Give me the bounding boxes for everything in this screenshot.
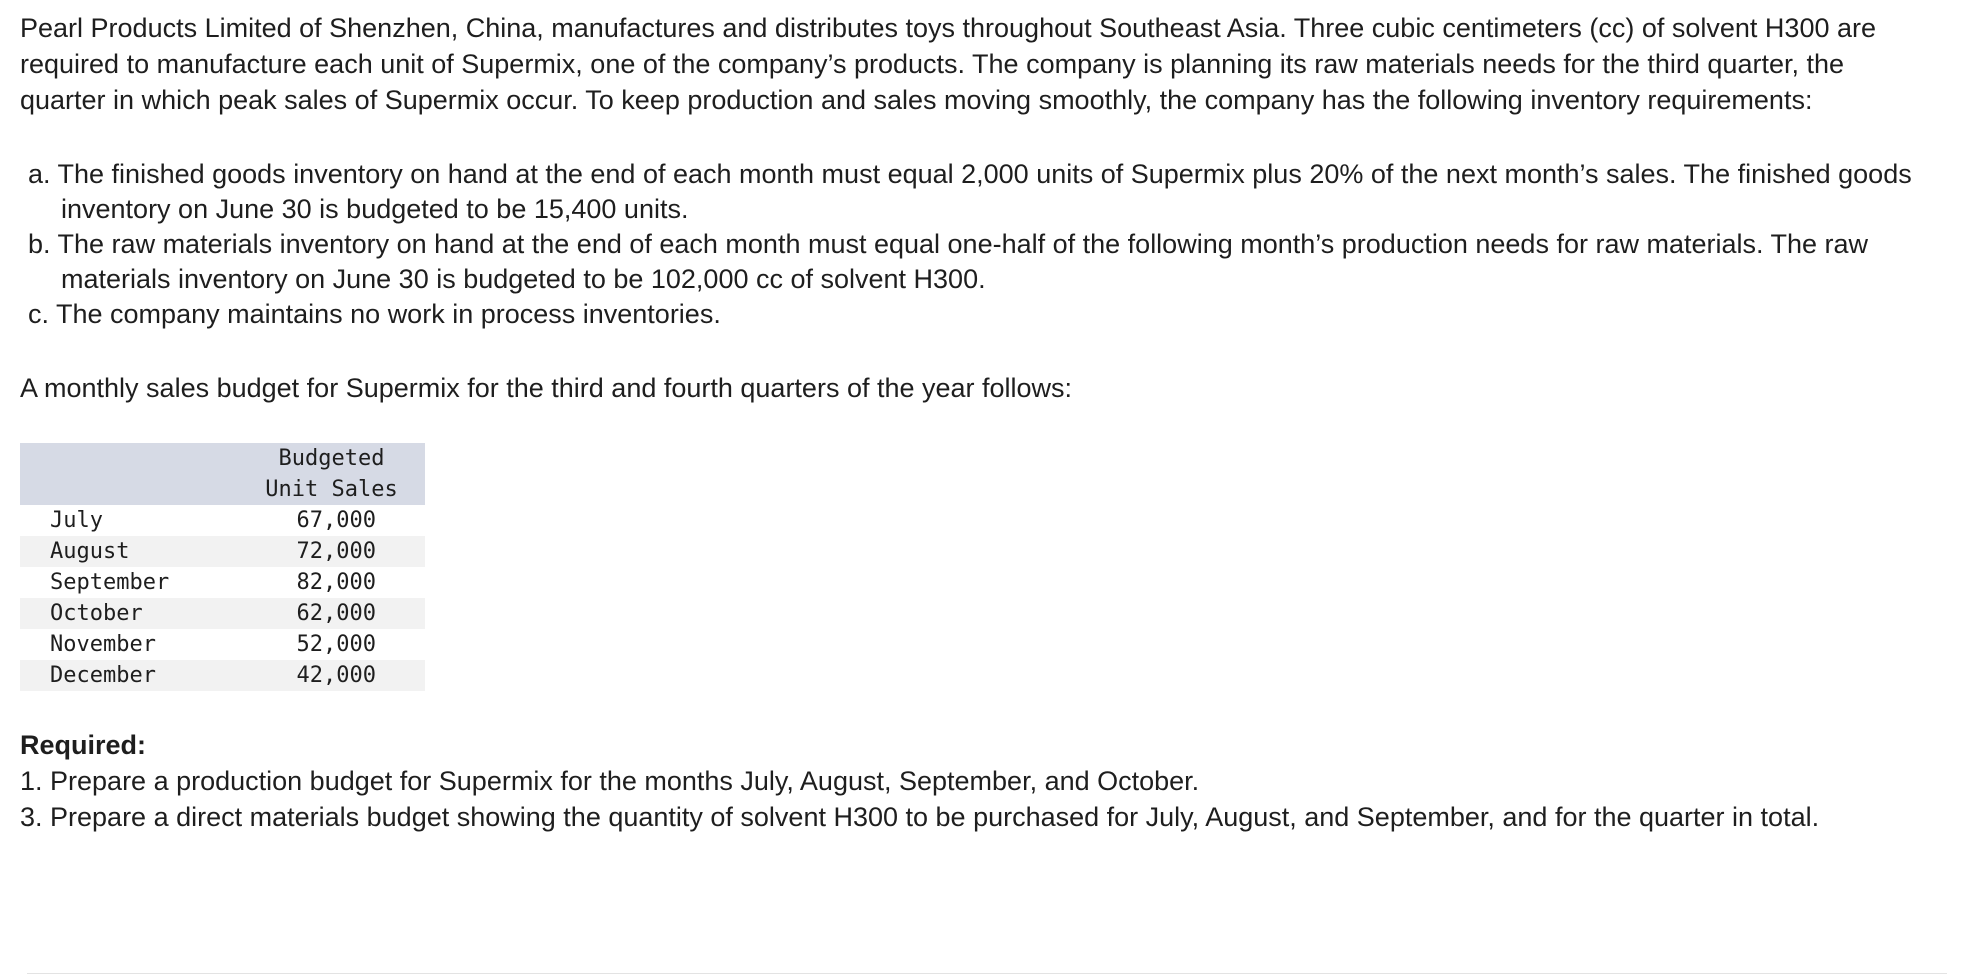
table-row xyxy=(20,505,425,536)
table-row xyxy=(20,536,425,567)
value-cell: 52,000 xyxy=(296,632,376,657)
value-cell: 72,000 xyxy=(260,536,425,567)
value-cell: 62,000 xyxy=(260,598,425,629)
header-budgeted-unit-sales xyxy=(260,443,425,505)
requirement-a: a. The finished goods inventory on hand at the end of each month must equal 2,000 units of Supermix plus 20% of the next month’s sales. The finished goods inventory on June 30 is budgeted to be 15,400 units. xyxy=(28,159,1912,224)
header-blank-cell xyxy=(20,443,260,505)
value-cell: 82,000 xyxy=(296,570,376,595)
intro-paragraph: Pearl Products Limited of Shenzhen, China, manufactures and distributes toys throughout Southeast Asia. Three cubic centimeters (cc) of solvent H300 are required to manufacture each unit of Supermix, one of the company’s products. The company is planning its raw materials needs for the third quarter, the quarter in which peak sales of Supermix occur. To keep production and sales moving smoothly, the company has the following inventory requirements: xyxy=(20,13,1876,115)
problem-content xyxy=(20,10,1920,835)
month-cell: December xyxy=(20,660,260,691)
requirement-c: c. The company maintains no work in process inventories. xyxy=(28,299,721,329)
table-row xyxy=(20,629,425,660)
sales-budget-intro: A monthly sales budget for Supermix for the third and fourth quarters of the year follows: xyxy=(20,373,1073,403)
inventory-requirements-list xyxy=(20,157,1920,332)
requirement-b: b. The raw materials inventory on hand at the end of each month must equal one-half of the following month’s production needs for raw materials. The raw materials inventory on June 30 is budgeted to be 102,000 cc of solvent H300. xyxy=(28,229,1869,294)
month-cell: September xyxy=(50,570,170,595)
table-header-row xyxy=(20,443,425,505)
table-row xyxy=(20,567,425,598)
table-row xyxy=(20,660,425,691)
header-line-2: Unit Sales xyxy=(265,477,398,502)
required-heading: Required: xyxy=(20,730,147,760)
month-cell: July xyxy=(50,508,103,533)
value-cell: 67,000 xyxy=(296,508,376,533)
month-cell: August xyxy=(20,536,260,567)
month-cell: October xyxy=(20,598,260,629)
sales-budget-table xyxy=(20,443,425,691)
value-cell: 42,000 xyxy=(260,660,425,691)
month-cell: November xyxy=(50,632,156,657)
required-item-1: 1. Prepare a production budget for Supermix for the months July, August, September, and October. xyxy=(20,766,1200,796)
header-line-1: Budgeted xyxy=(278,446,385,471)
table-row xyxy=(20,598,425,629)
required-item-3: 3. Prepare a direct materials budget showing the quantity of solvent H300 to be purchased for July, August, and September, and for the quarter in total. xyxy=(20,802,1820,832)
